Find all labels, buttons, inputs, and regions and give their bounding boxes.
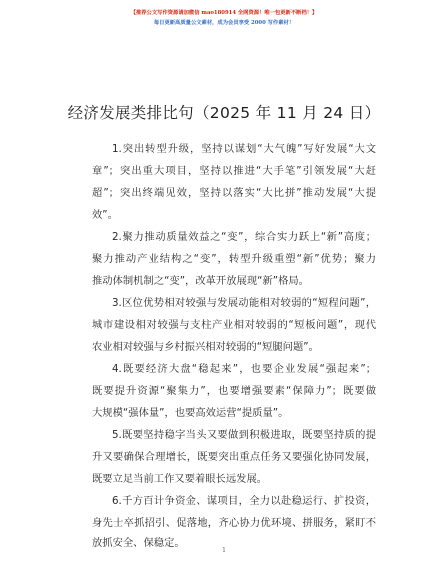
paragraph-line: 农业相对较强与乡村振兴相对较弱的“短腿问题”。 xyxy=(92,341,319,353)
promo-banner-line-1: 【推荐公文写作资源请加微信 mao180914 全网资源！唯一包更新不断档！】 xyxy=(130,10,318,16)
paragraph-line: 2.聚力推动质量效益之“变”，综合实力跃上“新”高度； xyxy=(112,231,376,243)
paragraph-line: 身先士卒抓招引、促落地，齐心协力优环境、拼服务，紧盯不 xyxy=(92,517,376,529)
paragraph-line: 效”。 xyxy=(92,209,118,221)
paragraph-line: 1.突出转型升级，坚持以谋划“大气魄”写好发展“大文 xyxy=(112,143,376,155)
paragraph-line: 章”；突出重大项目，坚持以推进“大手笔”引领发展“大赶 xyxy=(92,165,376,177)
paragraph-line: 4.既要经济大盘“稳起来”，也要企业发展“强起来”； xyxy=(112,363,376,375)
paragraph-line: 既要提升资源“聚集力”，也要增强要素“保障力”；既要做 xyxy=(92,385,376,397)
paragraph-line: 3.区位优势相对较强与发展动能相对较弱的“短程问题”， xyxy=(112,297,376,309)
paragraph-line: 5.既要坚持稳字当头又要做到积极进取，既要坚持质的提 xyxy=(112,429,376,441)
paragraph-line: 6.千方百计争资金、谋项目，全力以赴稳运行、扩投资， xyxy=(112,495,376,507)
page-number: 1 xyxy=(222,547,226,554)
paragraph-line: 既要立足当前工作又要着眼长远发展。 xyxy=(92,473,268,485)
paragraph-line: 升又要确保合理增长，既要突出重点任务又要强化协同发展， xyxy=(92,451,376,463)
paragraph-line: 城市建设相对较强与支柱产业相对较弱的“短板问题”，现代 xyxy=(92,319,376,331)
paragraph-line: 超”；突出终端见效，坚持以落实“大比拼”推动发展“大提 xyxy=(92,187,376,199)
paragraph-line: 放抓安全、保稳定。 xyxy=(92,537,185,549)
paragraph-line: 推动体制机制之“变”，改革开放展现“新”格局。 xyxy=(92,275,309,287)
paragraph-line: 大规模“强体量”，也要高效运营“提质量”。 xyxy=(92,407,289,419)
paragraph-line: 聚力推动产业结构之“变”，转型升级重塑“新”优势；聚力 xyxy=(92,253,376,265)
promo-banner-line-2: 每日更新高质量公文素材，成为会员享受 2000 写作素材！ xyxy=(153,20,295,26)
document-title: 经济发展类排比句（2025 年 11 月 24 日） xyxy=(67,104,381,122)
